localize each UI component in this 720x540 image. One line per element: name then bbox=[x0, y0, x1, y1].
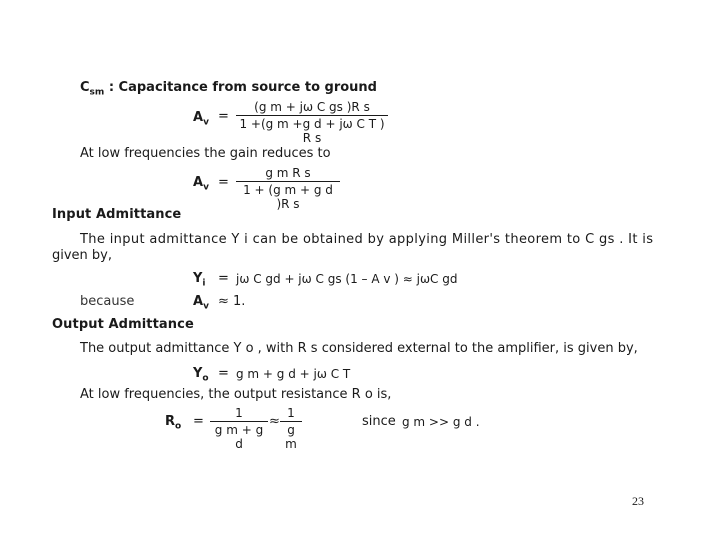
eq2-equals: = bbox=[218, 175, 229, 190]
eq4-lhs: $Y_o$ bbox=[193, 366, 209, 384]
eq2-denominator: 1 + (g m + g d )R s bbox=[243, 183, 333, 211]
eq4-rhs: g m + g d + jω C T bbox=[236, 367, 351, 381]
eq5-approx: ≈ bbox=[269, 414, 280, 429]
eq5-denominator-1: g m + g d bbox=[214, 423, 264, 451]
eq1-numerator: (g m + jω C gs )R s bbox=[254, 100, 370, 114]
eq1-fraction bbox=[236, 100, 388, 145]
csm-text: : Capacitance from source to ground bbox=[108, 80, 377, 95]
eq5-numerator-2: 1 bbox=[287, 406, 295, 420]
eq5-numerator-1: 1 bbox=[235, 406, 243, 420]
low-freq-resistance-text: At low frequencies, the output resistance R o is, bbox=[80, 387, 392, 402]
eq5-condition: g m >> g d . bbox=[402, 415, 480, 429]
input-admittance-text-1: The input admittance Y i can be obtained by applying Miller's theorem to C gs . It is bbox=[80, 232, 654, 247]
eq3-equals: = bbox=[218, 271, 229, 286]
eq5-equals: = bbox=[193, 414, 204, 429]
eq2-numerator: g m R s bbox=[265, 166, 311, 180]
input-admittance-text-2: given by, bbox=[52, 248, 113, 263]
because-rhs: ≈ 1. bbox=[218, 294, 246, 309]
eq2-lhs: $A_v$ bbox=[193, 175, 209, 193]
eq1-denominator: 1 +(g m +g d + jω C T ) R s bbox=[239, 117, 385, 145]
eq1-equals: = bbox=[218, 109, 229, 124]
eq1-lhs: $A_v$ bbox=[193, 110, 209, 128]
csm-symbol: $C_{sm}$ bbox=[80, 80, 105, 98]
page-number: 23 bbox=[632, 494, 644, 508]
because-word: because bbox=[80, 294, 135, 309]
csm-definition bbox=[80, 80, 377, 101]
heading-input-admittance: Input Admittance bbox=[52, 207, 182, 222]
eq4-equals: = bbox=[218, 366, 229, 381]
because-lhs: $A_v$ bbox=[193, 294, 209, 312]
eq2-fraction bbox=[236, 166, 340, 211]
eq3-lhs: $Y_i$ bbox=[193, 271, 206, 289]
eq3-rhs: jω C gd + jω C gs (1 – A v ) ≈ jωC gd bbox=[236, 272, 458, 286]
eq5-denominator-2: g m bbox=[285, 423, 297, 451]
eq5-lhs: $R_o$ bbox=[165, 414, 182, 432]
eq5-since: since bbox=[362, 414, 396, 429]
eq5-fraction-1 bbox=[210, 406, 268, 451]
eq5-fraction-2 bbox=[280, 406, 302, 451]
heading-output-admittance: Output Admittance bbox=[52, 317, 194, 332]
low-freq-gain-text: At low frequencies the gain reduces to bbox=[80, 146, 331, 161]
output-admittance-text: The output admittance Y o , with R s considered external to the amplifier, is given by, bbox=[80, 341, 638, 356]
